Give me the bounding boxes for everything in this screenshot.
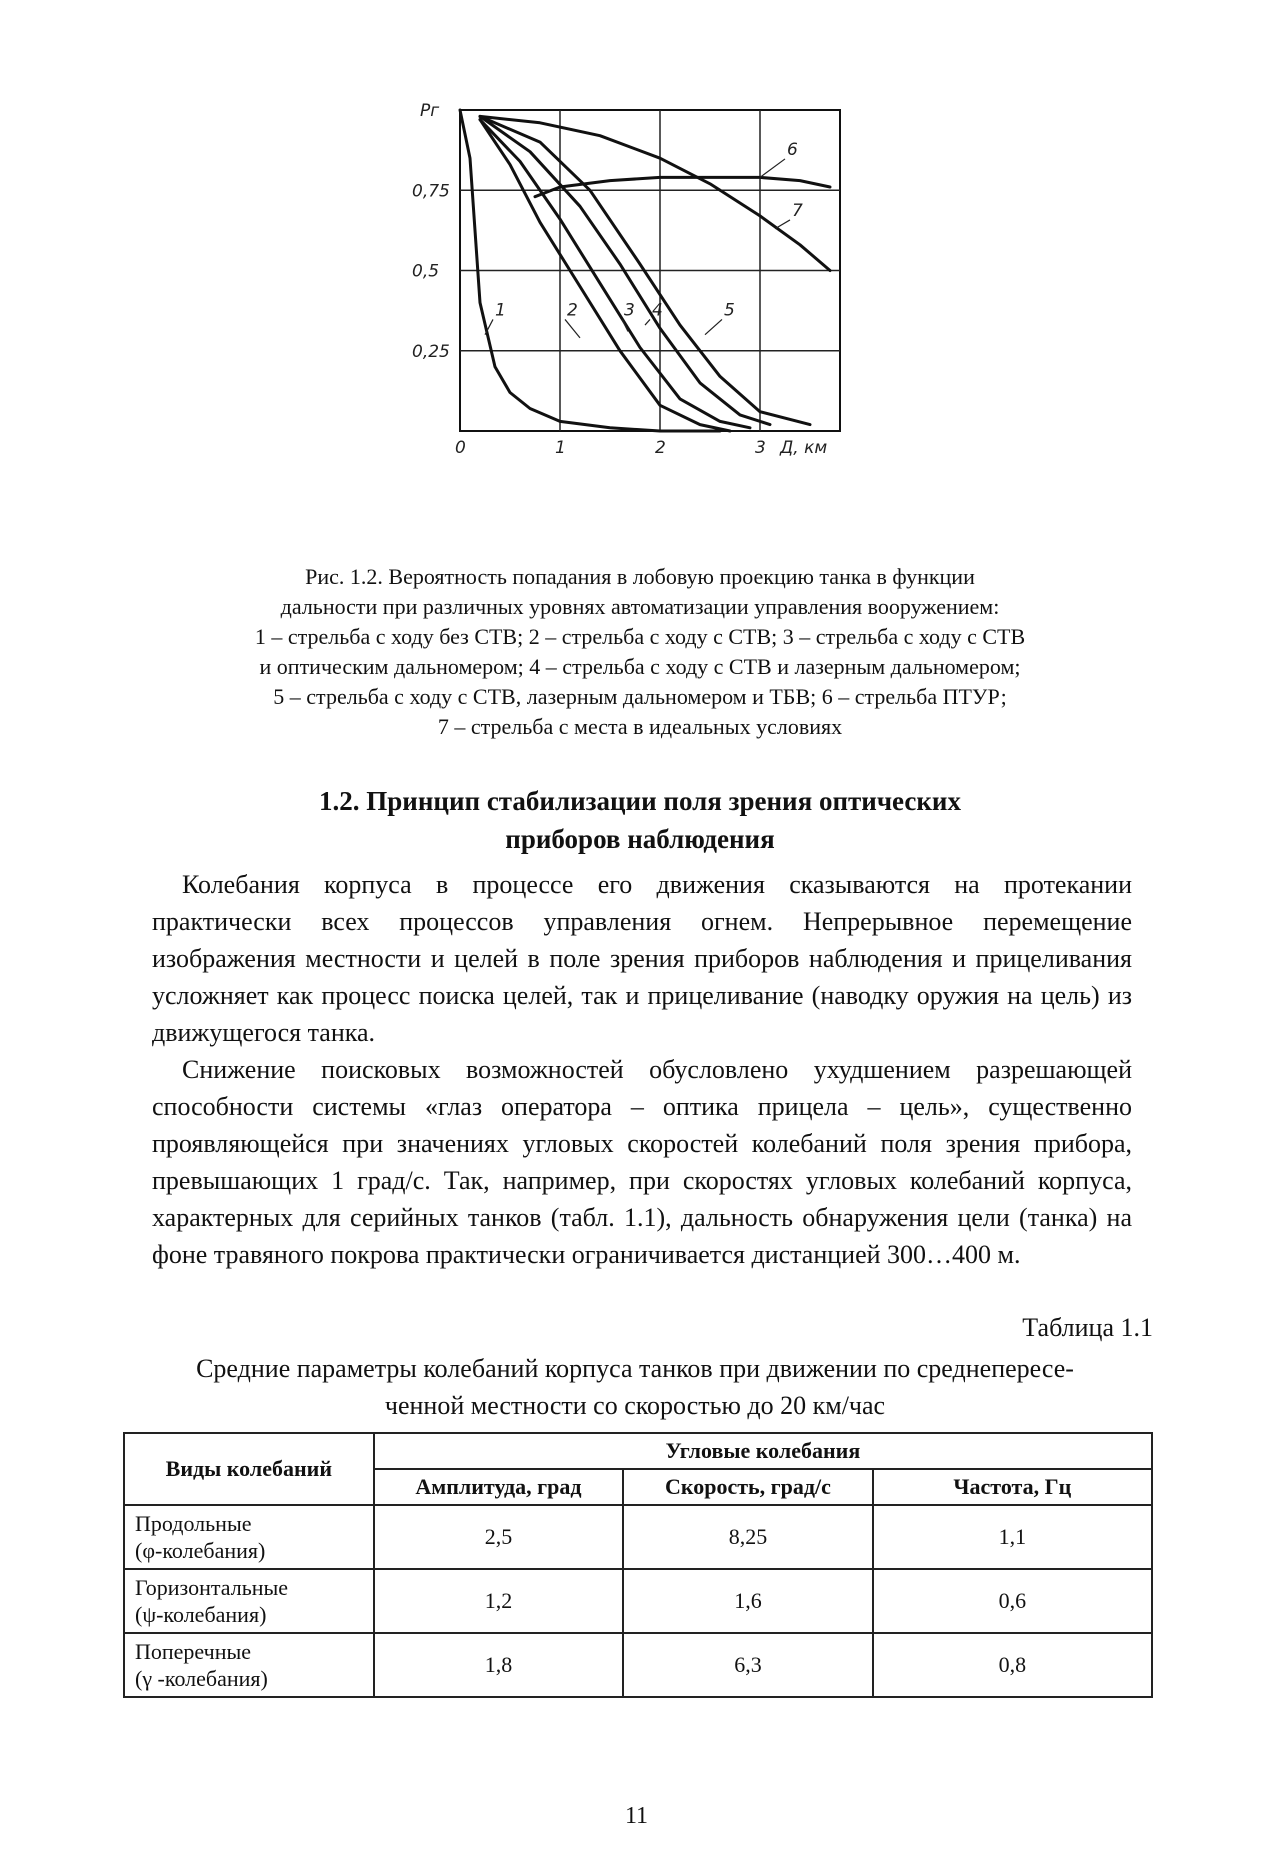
x-tick-label: 1 bbox=[555, 438, 566, 458]
y-tick-label: 0,75 bbox=[412, 181, 450, 202]
table-title bbox=[120, 1350, 1150, 1424]
chart-svg bbox=[360, 95, 920, 555]
y-tick-label: 0,25 bbox=[412, 341, 450, 362]
curve-3 bbox=[480, 120, 750, 428]
paragraph: Снижение поисковых возможностей обусловлено ухудшением разрешающей способности системы «глаз оператора – оптика прицела – цель», существенно проявляющейся при значениях угловых скоростей колебаний поля зрения прибора, превышающих 1 град/с. Так, например, при скоростях угловых колебаний корпуса, характерных для серийных танков (табл. 1.1), дальность обнаружения цели (танка) на фоне травяного покрова практически ограничивается дистанцией 300…400 м. bbox=[152, 1055, 1132, 1269]
figure-caption bbox=[180, 562, 1100, 742]
cell-speed: 1,6 bbox=[623, 1569, 872, 1633]
cell-frequency: 0,8 bbox=[873, 1633, 1152, 1697]
row-kind bbox=[124, 1633, 374, 1697]
curve-label-leader bbox=[760, 159, 785, 177]
table-row bbox=[124, 1633, 1152, 1697]
caption-line: и оптическим дальномером; 4 – стрельба с ходу с СТВ и лазерным дальномером; bbox=[259, 654, 1021, 679]
table-title-line: Средние параметры колебаний корпуса танков при движении по среднепересе- bbox=[196, 1354, 1074, 1383]
section-title-line: 1.2. Принцип стабилизации поля зрения оптических bbox=[319, 786, 961, 816]
caption-line: 1 – стрельба с ходу без СТВ; 2 – стрельба с ходу с СТВ; 3 – стрельба с ходу с СТВ bbox=[254, 624, 1026, 649]
header-frequency: Частота, Гц bbox=[873, 1469, 1152, 1505]
curve-label-leader bbox=[645, 319, 650, 325]
cell-amplitude: 1,8 bbox=[374, 1633, 624, 1697]
figure-chart bbox=[360, 95, 920, 555]
section-title-line: приборов наблюдения bbox=[505, 824, 775, 854]
curve-label: 7 bbox=[792, 200, 803, 221]
header-group: Угловые колебания bbox=[374, 1433, 1152, 1469]
curve-label: 2 bbox=[567, 300, 578, 321]
cell-speed: 6,3 bbox=[623, 1633, 872, 1697]
table-row bbox=[124, 1569, 1152, 1633]
curve-2 bbox=[480, 120, 730, 431]
table-label: Таблица 1.1 bbox=[1022, 1313, 1153, 1342]
caption-line: дальности при различных уровнях автоматизации управления вооружением: bbox=[280, 594, 1000, 619]
cell-amplitude: 2,5 bbox=[374, 1505, 624, 1569]
x-tick-label: 0 bbox=[455, 438, 466, 458]
cell-frequency: 0,6 bbox=[873, 1569, 1152, 1633]
row-kind-name: Поперечные bbox=[135, 1639, 252, 1664]
y-axis-label: Pг bbox=[420, 101, 440, 121]
table-title-line: ченной местности со скоростью до 20 км/час bbox=[384, 1391, 886, 1420]
chart-labels bbox=[412, 101, 827, 458]
curve-label-leader bbox=[705, 319, 722, 334]
page-number: 11 bbox=[624, 1803, 649, 1829]
section-title bbox=[150, 782, 1130, 858]
row-kind-name: Продольные bbox=[135, 1511, 252, 1536]
row-kind-sub: (ψ-колебания) bbox=[135, 1602, 267, 1627]
row-kind-sub: (φ-колебания) bbox=[135, 1538, 266, 1563]
x-tick-label: 2 bbox=[655, 438, 666, 458]
cell-speed: 8,25 bbox=[623, 1505, 872, 1569]
caption-line: 5 – стрельба с ходу с СТВ, лазерным дальномером и ТБВ; 6 – стрельба ПТУР; bbox=[273, 684, 1007, 709]
row-kind-sub: (γ -колебания) bbox=[135, 1666, 268, 1691]
header-kind: Виды колебаний bbox=[124, 1433, 374, 1505]
row-kind bbox=[124, 1569, 374, 1633]
x-axis-label: Д, км bbox=[780, 438, 828, 458]
table-row bbox=[124, 1505, 1152, 1569]
row-kind bbox=[124, 1505, 374, 1569]
cell-frequency: 1,1 bbox=[873, 1505, 1152, 1569]
header-amplitude: Амплитуда, град bbox=[374, 1469, 624, 1505]
caption-line: Рис. 1.2. Вероятность попадания в лобовую проекцию танка в функции bbox=[305, 564, 975, 589]
paragraph: Колебания корпуса в процессе его движения сказываются на протекании практически всех процессов управления огнем. Непрерывное перемещение изображения местности и целей в поле зрения приборов наблюдения и прицеливания усложняет как процесс поиска целей, так и прицеливание (наводку оружия на цель) из движущегося танка. bbox=[152, 870, 1132, 1047]
parameters-table bbox=[123, 1432, 1153, 1698]
caption-line: 7 – стрельба с места в идеальных условиях bbox=[437, 714, 843, 739]
curve-label-leader bbox=[565, 319, 580, 337]
body-text bbox=[152, 866, 1132, 1273]
curve-label-leader bbox=[775, 220, 790, 229]
header-speed: Скорость, град/с bbox=[623, 1469, 872, 1505]
row-kind-name: Горизонтальные bbox=[135, 1575, 289, 1600]
curve-label: 5 bbox=[724, 300, 735, 321]
y-tick-label: 0,5 bbox=[412, 261, 440, 282]
x-tick-label: 3 bbox=[755, 438, 766, 458]
cell-amplitude: 1,2 bbox=[374, 1569, 624, 1633]
curve-label: 3 bbox=[624, 300, 635, 321]
curve-label: 4 bbox=[652, 300, 663, 321]
curve-label: 1 bbox=[495, 300, 506, 321]
curve-label: 6 bbox=[787, 139, 798, 160]
